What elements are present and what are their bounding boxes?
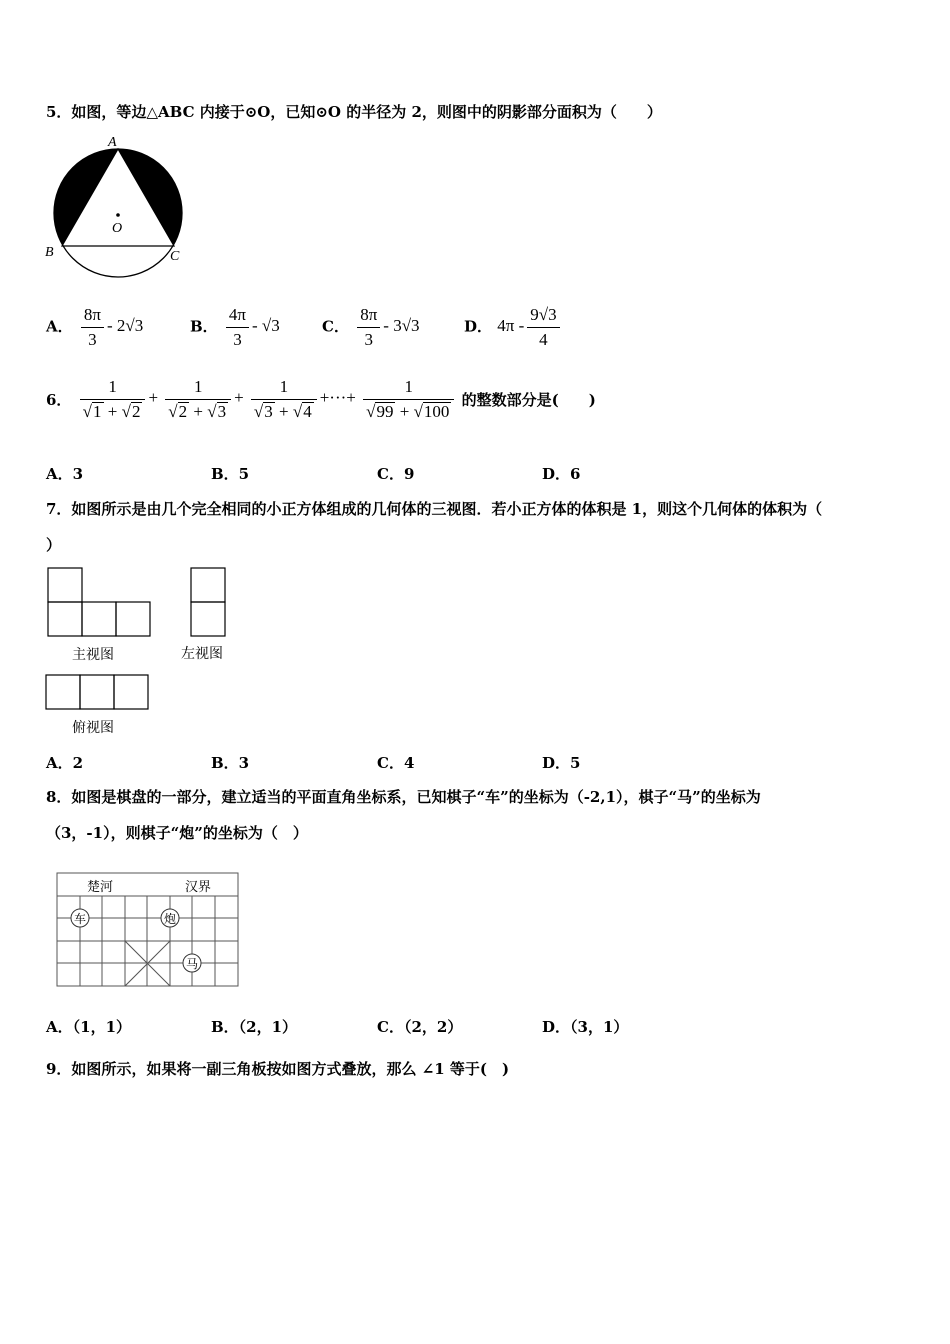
question-9-text: 9．如图所示，如果将一副三角板按如图方式叠放，那么 ∠1 等于( ) xyxy=(46,1060,510,1078)
label-a: A xyxy=(108,135,117,150)
question-8-line-2: （3，-1），则棋子“炮”的坐标为（ ） xyxy=(46,824,308,842)
q7-option-d: D．5 xyxy=(542,754,581,772)
q5-option-b: B． $\frac{4\pi}{3}$ - √3 xyxy=(190,305,280,349)
front-view-caption: 主视图 xyxy=(72,647,114,663)
question-6-expression: 6． $\frac{1}{√1 + √2}$ + $\frac{1}{√2 + √3}$ + $\frac{1}{√3 + √4}$ +···+ $\frac{1}{√99 + √100}$ 的整数部分是( ) xyxy=(46,375,596,424)
inscribed-triangle-figure xyxy=(42,130,192,280)
q6-term-4: $\frac{1}{√99 + √100}$ xyxy=(363,375,454,424)
svg-text:炮: 炮 xyxy=(164,912,177,926)
river-right-label: 汉界 xyxy=(185,879,212,894)
q7-option-b: B．3 xyxy=(211,754,250,772)
question-8-line-1: 8．如图是棋盘的一部分，建立适当的平面直角坐标系，已知棋子“车”的坐标为（-2,1），棋子“马”的坐标为 xyxy=(46,788,761,806)
question-7-line-1: 7．如图所示是由几个完全相同的小正方体组成的几何体的三视图．若小正方体的体积是 1，则这个几何体的体积为（ xyxy=(46,500,823,518)
label-b: B xyxy=(45,245,54,260)
chessboard-figure xyxy=(55,871,241,991)
left-view-caption: 左视图 xyxy=(181,646,223,662)
piece-pao xyxy=(161,909,179,927)
piece-che xyxy=(71,909,89,927)
q7-option-a: A．2 xyxy=(46,754,84,772)
q8-option-a: A．（1，1） xyxy=(46,1018,132,1036)
q6-term-2: $\frac{1}{√2 + √3}$ xyxy=(165,375,231,424)
q5-option-c: C． $\frac{8\pi}{3}$ - 3√3 xyxy=(322,305,420,349)
top-view-caption: 俯视图 xyxy=(72,720,114,736)
river-left-label: 楚河 xyxy=(87,879,114,894)
q6-term-3: $\frac{1}{√3 + √4}$ xyxy=(251,375,317,424)
svg-text:车: 车 xyxy=(74,912,87,926)
q7-option-c: C．4 xyxy=(377,754,415,772)
q8-option-c: C．（2，2） xyxy=(377,1018,463,1036)
q8-option-d: D．（3，1） xyxy=(542,1018,629,1036)
q8-option-b: B．（2，1） xyxy=(211,1018,298,1036)
q5-option-a: A． $\frac{8\pi}{3}$ - 2√3 xyxy=(46,305,144,349)
q5-option-d: D． 4π - $\frac{9√3}{4}$ xyxy=(464,303,563,352)
q6-option-c: C．9 xyxy=(377,465,415,483)
label-c: C xyxy=(170,249,180,264)
q6-option-a: A．3 xyxy=(46,465,84,483)
q6-option-b: B．5 xyxy=(211,465,250,483)
q6-option-d: D．6 xyxy=(542,465,581,483)
q6-term-1: $\frac{1}{√1 + √2}$ xyxy=(80,375,146,424)
piece-ma xyxy=(183,954,201,972)
label-o: O xyxy=(112,221,123,236)
question-5-text: 5．如图，等边△ABC 内接于⊙O，已知⊙O 的半径为 2，则图中的阴影部分面积为（ ） xyxy=(46,103,662,121)
svg-text:马: 马 xyxy=(186,957,199,971)
question-7-line-2: ） xyxy=(46,536,62,554)
